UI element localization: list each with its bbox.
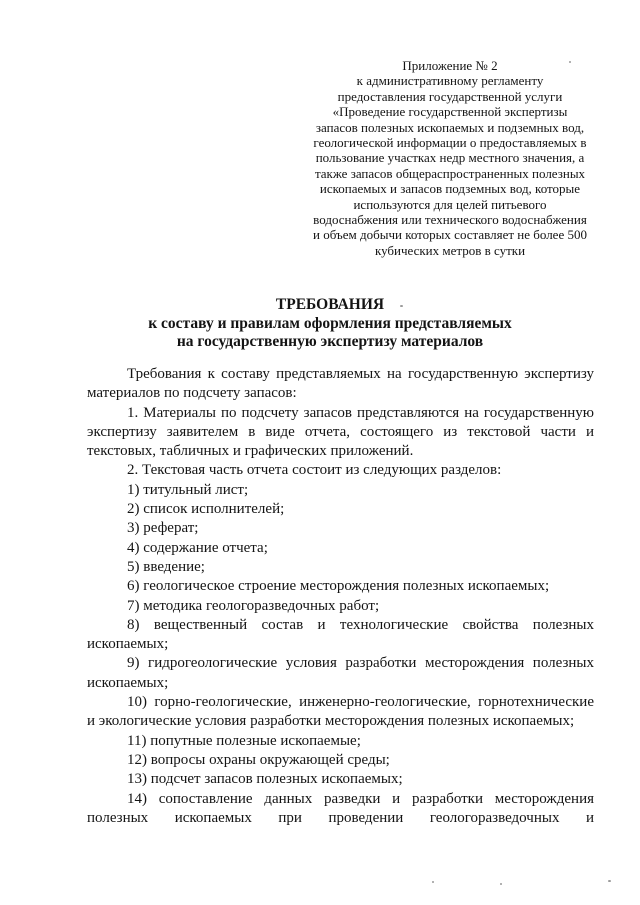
- scan-speck: [569, 61, 571, 63]
- list-item: 2) список исполнителей;: [127, 501, 285, 518]
- scan-speck: [432, 881, 434, 883]
- appendix-line: используются для целей питьевого: [353, 196, 547, 212]
- appendix-line: и объем добычи которых составляет не более 500: [313, 227, 587, 243]
- appendix-line: кубических метров в сутки: [374, 242, 526, 258]
- list-item: 6) геологическое строение месторождения полезных ископаемых;: [127, 578, 550, 595]
- scan-speck: [400, 305, 403, 307]
- appendix-line: к административному регламенту: [356, 73, 544, 89]
- appendix-line: предоставления государственной услуги: [337, 88, 563, 104]
- list-item: 8) вещественный состав и технологические свойства полезных ископаемых;: [87, 616, 594, 653]
- appendix-line: «Проведение государственной экспертизы: [332, 104, 568, 120]
- appendix-line: пользование участках недр местного значения, а: [315, 150, 585, 166]
- appendix-line: Приложение № 2: [402, 58, 498, 73]
- appendix-line: геологической информации о предоставляемых в: [313, 135, 587, 151]
- appendix-line: водоснабжения или технического водоснабжения: [313, 212, 587, 228]
- list-item: 11) попутные полезные ископаемые;: [127, 732, 361, 749]
- list-item: 3) реферат;: [127, 520, 199, 537]
- appendix-line: также запасов общераспространенных полезных: [314, 165, 586, 181]
- title-line: на государственную экспертизу материалов: [176, 333, 484, 350]
- paragraph-item-1: 1. Материалы по подсчету запасов представляются на государственную экспертизу заявителем в виде отчета, состоящего из текстовой части и текстовых, табличных и графических приложений.: [87, 404, 594, 460]
- list-item: 7) методика геологоразведочных работ;: [127, 597, 380, 614]
- list-item: 5) введение;: [127, 558, 205, 575]
- title-heading: ТРЕБОВАНИЯ: [275, 296, 385, 313]
- document-title: [80, 296, 580, 352]
- paragraph-intro: Требования к составу представляемых на государственную экспертизу материалов по подсчету запасов:: [87, 366, 594, 402]
- list-item: 13) подсчет запасов полезных ископаемых;: [127, 771, 403, 788]
- appendix-header: [300, 58, 600, 258]
- list-item: 12) вопросы охраны окружающей среды;: [127, 751, 390, 768]
- scan-speck: [608, 880, 611, 882]
- paragraph-item-2: 2. Текстовая часть отчета состоит из следующих разделов:: [127, 462, 502, 479]
- list-item: 1) титульный лист;: [127, 481, 249, 498]
- appendix-line: запасов полезных ископаемых и подземных вод,: [315, 119, 585, 135]
- list-item: 9) гидрогеологические условия разработки месторождения полезных ископаемых;: [87, 655, 594, 691]
- document-body: [87, 365, 594, 828]
- appendix-line: ископаемых и запасов подземных вод, которые: [319, 181, 581, 197]
- list-item: 10) горно-геологические, инженерно-геологические, горнотехнические и экологические условия разработки месторождения полезных ископаемых;: [87, 694, 594, 730]
- list-item: 14) сопоставление данных разведки и разработки месторождения полезных ископаемых при проведении геологоразведочных и: [87, 790, 594, 826]
- scan-speck: [500, 883, 502, 885]
- title-line: к составу и правилам оформления представляемых: [148, 314, 512, 332]
- list-item: 4) содержание отчета;: [127, 539, 268, 556]
